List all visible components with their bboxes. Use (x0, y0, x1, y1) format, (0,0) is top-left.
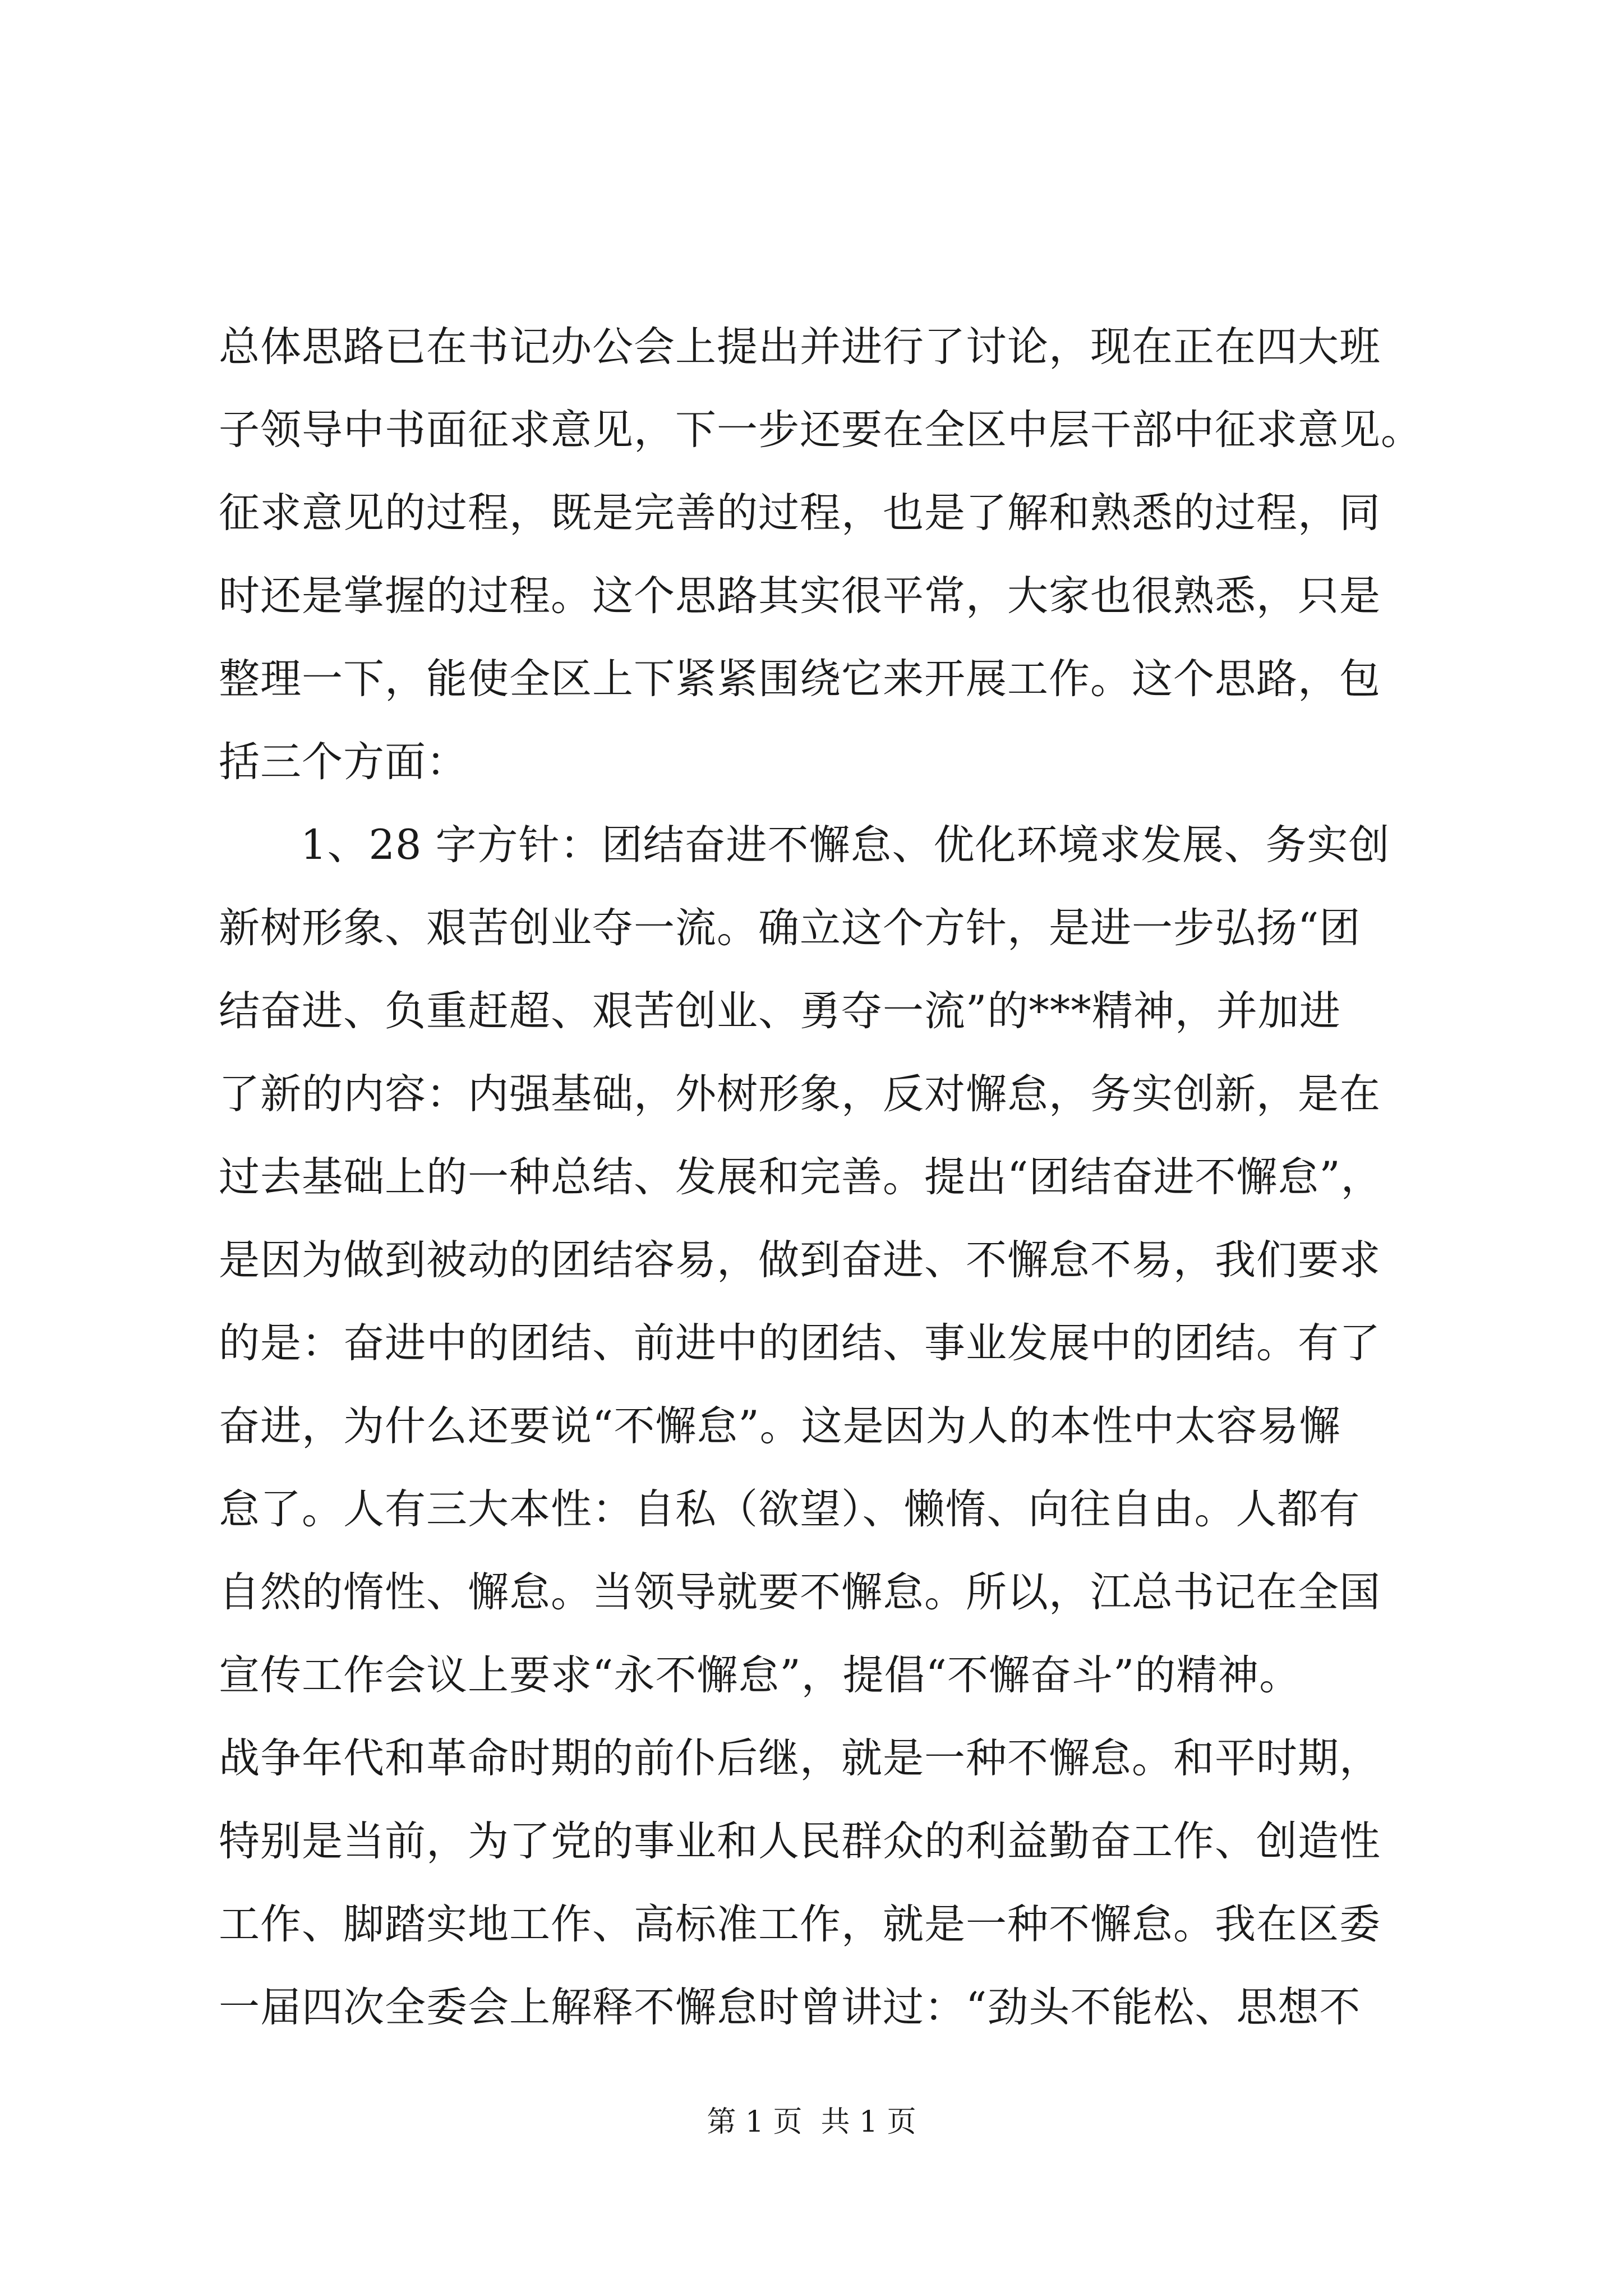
text-line: 时还是掌握的过程。这个思路其实很平常，大家也很熟悉，只是 (219, 572, 1381, 620)
text-line: 征求意见的过程，既是完善的过程，也是了解和熟悉的过程，同 (219, 489, 1381, 537)
text-line: 新树形象、艰苦创业夺一流。确立这个方针，是进一步弘扬“团 (219, 904, 1361, 952)
text-line: 奋进，为什么还要说“不懈怠”。这是因为人的本性中太容易懈 (219, 1402, 1341, 1450)
text-line: 是因为做到被动的团结容易，做到奋进、不懈怠不易，我们要求 (219, 1236, 1381, 1284)
text-line: 自然的惰性、懈怠。当领导就要不懈怠。所以，江总书记在全国 (219, 1568, 1381, 1616)
text-line: 战争年代和革命时期的前仆后继，就是一种不懈怠。和平时期， (219, 1734, 1381, 1782)
text-line: 结奋进、负重赶超、艰苦创业、勇夺一流”的***精神，并加进 (219, 987, 1341, 1035)
text-line: 怠了。人有三大本性：自私（欲望）、懒惰、向往自由。人都有 (219, 1485, 1361, 1533)
text-line: 特别是当前，为了党的事业和人民群众的利益勤奋工作、创造性 (219, 1818, 1381, 1865)
text-line: 宣传工作会议上要求“永不懈怠”，提倡“不懈奋斗”的精神。 (219, 1651, 1301, 1699)
document-body (219, 306, 1481, 2049)
page-number-footer: 第 1 页 共 1 页 (707, 2105, 916, 2139)
text-line: 一届四次全委会上解释不懈怠时曾讲过：“劲头不能松、思想不 (219, 1984, 1361, 2031)
text-line: 括三个方面： (219, 738, 468, 786)
text-line: 过去基础上的一种总结、发展和完善。提出“团结奋进不懈怠”， (219, 1153, 1382, 1201)
text-line: 子领导中书面征求意见，下一步还要在全区中层干部中征求意见。 (219, 406, 1422, 454)
text-line: 总体思路已在书记办公会上提出并进行了讨论，现在正在四大班 (219, 323, 1381, 371)
text-line: 工作、脚踏实地工作、高标准工作，就是一种不懈怠。我在区委 (219, 1901, 1381, 1948)
text-line: 了新的内容：内强基础，外树形象，反对懈怠，务实创新，是在 (219, 1070, 1381, 1118)
text-line: 整理一下，能使全区上下紧紧围绕它来开展工作。这个思路，包 (219, 655, 1381, 703)
text-line: 的是：奋进中的团结、前进中的团结、事业发展中的团结。有了 (219, 1319, 1381, 1367)
paragraph-first-line: 1、28 字方针：团结奋进不懈怠、优化环境求发展、务实创 (301, 821, 1390, 869)
